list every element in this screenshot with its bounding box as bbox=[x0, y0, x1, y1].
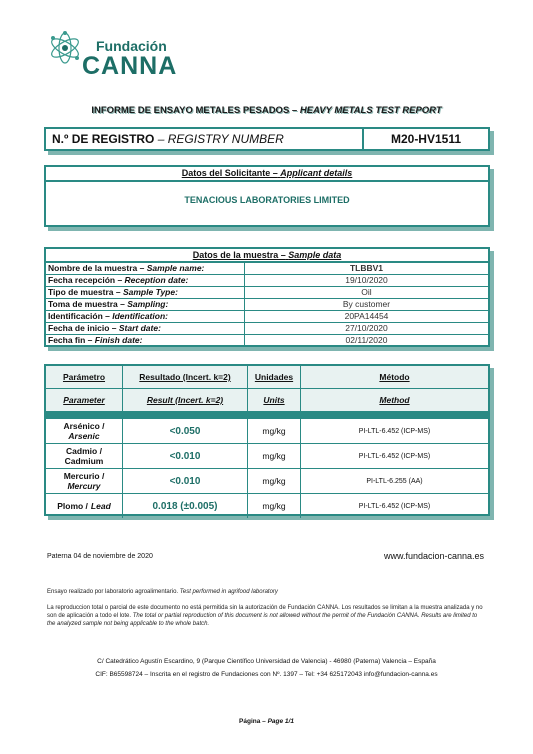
sample-row: Fecha recepción – Reception date: 19/10/2020 bbox=[46, 275, 488, 287]
results-header-en bbox=[46, 389, 488, 411]
col-header: Resultado (Incert. k=2) bbox=[123, 366, 248, 388]
header-divider bbox=[46, 411, 488, 419]
footer-address: C/ Catedrático Agustín Escardino, 9 (Parque Científico Universidad de Valencia) - 46980 (Paterna) Valencia – España bbox=[97, 658, 436, 665]
registry-number: M20-HV1511 bbox=[390, 132, 462, 146]
applicant-company: TENACIOUS LABORATORIES LIMITED bbox=[184, 195, 350, 205]
footer-cif: CIF: B65598724 – Inscrita en el registro de Fundaciones con Nº. 1397 – Tel: +34 625172043 info@fundacion-canna.es bbox=[95, 671, 438, 678]
sample-row: Tipo de muestra – Sample Type: Oil bbox=[46, 287, 488, 299]
col-header: Method bbox=[379, 395, 410, 405]
table-row: Arsénico / Arsenic <0.050 mg/kg PI-LTL-6.452 (ICP-MS) bbox=[46, 419, 488, 444]
reproduction-note: La reproduccion total o parcial de este documento no está permitida sin la autorización de Fundación CANNA. Los resultados se limitan a la muestra analizada y no son de aplicación a todo el lote. The total or partial reproduction of this document is not allowed without the permit of the Fundación CANNA. Results are limited to the analyzed sample not being applicable to the whole batch. bbox=[47, 605, 483, 627]
table-row: Cadmio / Cadmium <0.010 mg/kg PI-LTL-6.452 (ICP-MS) bbox=[46, 444, 488, 469]
sample-data-box bbox=[44, 247, 490, 347]
report-title: INFORME DE ENSAYO METALES PESADOS – HEAVY METALS TEST REPORT bbox=[91, 105, 442, 116]
col-header: Result (Incert. k=2) bbox=[123, 389, 248, 411]
results-rows bbox=[46, 419, 488, 518]
results-header-es bbox=[46, 366, 488, 389]
results-table bbox=[44, 364, 490, 516]
sample-row: Identificación – Identification: 20PA14454 bbox=[46, 311, 488, 323]
logo-text-canna: CANNA bbox=[82, 52, 178, 80]
applicant-header: Datos del Solicitante – Applicant details bbox=[46, 167, 488, 182]
sample-header: Datos de la muestra – Sample data bbox=[46, 249, 488, 263]
applicant-box bbox=[44, 165, 490, 227]
col-header: Método bbox=[379, 372, 410, 382]
report-date: Paterna 04 de noviembre de 2020 bbox=[47, 553, 153, 560]
page-number: Página – Page 1/1 bbox=[239, 718, 294, 725]
col-header: Parameter bbox=[46, 389, 123, 411]
table-row: Plomo / Lead 0.018 (±0.005) mg/kg PI-LTL-6.452 (ICP-MS) bbox=[46, 494, 488, 518]
sample-row: Toma de muestra – Sampling: By customer bbox=[46, 299, 488, 311]
logo-text-fundacion: Fundación bbox=[96, 38, 167, 54]
registry-label: N.º DE REGISTRO – REGISTRY NUMBER bbox=[46, 129, 364, 149]
col-header: Unidades bbox=[248, 366, 301, 388]
sample-row: Fecha de inicio – Start date: 27/10/2020 bbox=[46, 323, 488, 335]
website-link[interactable]: www.fundacion-canna.es bbox=[384, 551, 485, 561]
sample-row: Nombre de la muestra – Sample name: TLBBV1 bbox=[46, 263, 488, 275]
lab-note: Ensayo realizado por laboratorio agroalimentario. Test performed in agrifood laboratory bbox=[47, 589, 278, 595]
registry-box bbox=[44, 127, 490, 151]
col-header: Parámetro bbox=[46, 366, 123, 388]
table-row: Mercurio / Mercury <0.010 mg/kg PI-LTL-6.255 (AA) bbox=[46, 469, 488, 494]
col-header: Units bbox=[248, 389, 301, 411]
sample-rows bbox=[46, 263, 488, 346]
sample-row: Fecha fin – Finish date: 02/11/2020 bbox=[48, 335, 388, 345]
